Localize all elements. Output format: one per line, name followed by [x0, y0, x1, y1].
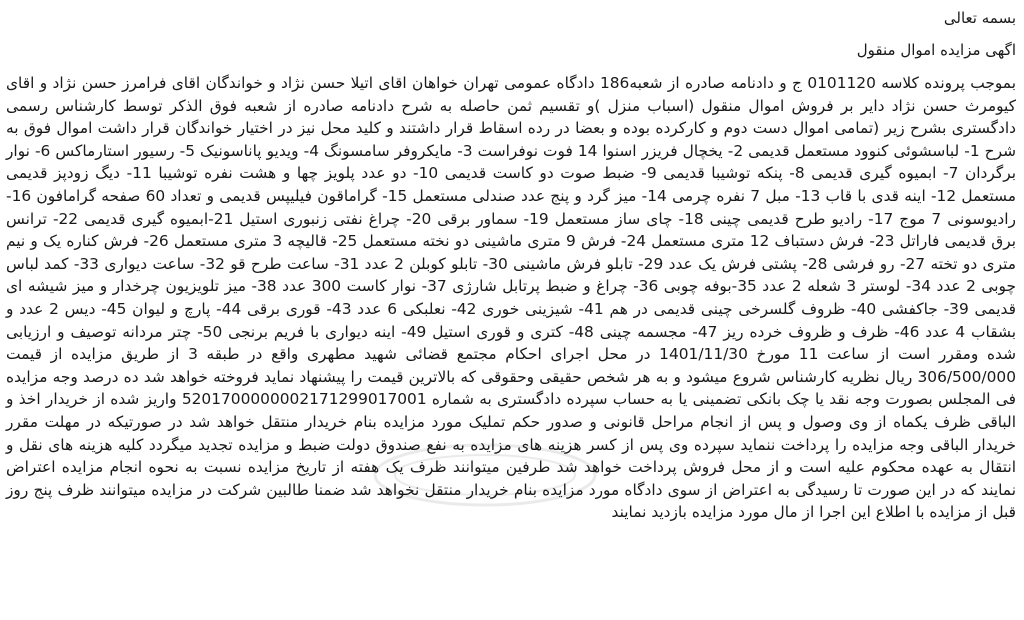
notice-title: اگهی مزایده اموال منقول [856, 41, 1016, 59]
bismillah-heading: بسمه تعالی [943, 9, 1016, 27]
notice-body: بموجب پرونده کلاسه 0101120 ج و دادنامه صادره از شعبه186 دادگاه عمومی تهران خواهان اقای اتیلا حسن نژاد و خواندگان اقای فرامرز حسن نژاد و اقای کیومرث حسن نژاد دایر بر فروش اموال منقول (اسباب منزل )و تقسیم ثمن حاصله به شرح دادنامه صادره از شعبه فوق الذکر توسط کارشناس رسمی دادگستری بشرح زیر (تمامی اموال دست دوم و کارکرده بوده و بعضا در رده اسقاط قرار داشتند و کلید محل نیز در اختیار خواندگان قرار داشت اموال فوق به شرح 1- لباسشوئی کنوود مستعمل قدیمی 2- یخچال فریزر اسنوا 14 فوت نوفراست 3- مایکروفر سامسونگ 4- ویدیو پاناسونیک 5- رسیور استارماکس 6- نوار برگردان 7- ابمیوه گیری قدیمی 8- پنکه توشیبا قدیمی 9- ضبط صوت دو کاست قدیمی 10- دو عدد پلویز چها و هشت نفره توشیبا 11- دیگ زودپز قدیمی مستعمل 12- اینه قدی با قاب 13- مبل 7 نفره چرمی 14- میز گرد و پنج عدد صندلی مستعمل 15- گراماقون فیلیپس قدیمی و تعداد 60 صفحه گرامافون 16- رادیوسونی 7 موج 17- رادیو طرح قدیمی چینی 18- چای ساز مستعمل 19- سماور برقی 20- چراغ نفتی زنبوری استیل 21-ابمیوه گیری قدیمی 22- ترانس برق قدیمی فاراتل 23- فرش دستباف 12 متری مستعمل 24- فرش 9 متری ماشینی دو نخته مستعمل 25- قالیچه 3 متری مستعمل 26- فرش کناره یک و نیم متری دو تخته 27- رو فرشی 28- پشتی فرش یک عدد 29- تابلو فرش ماشینی 30- تابلو کوبلن 2 عدد 31- ساعت طرح قو 32- ساعت دیواری 33- کمد لباس چوبی 2 عدد 34- لوستر 3 شعله 2 عدد 35-بوفه چوبی 36- چراغ و ضبط پرتابل شارژی 37- نوار کاست 300 عدد 38- میز تلویزیون چرخدار و میز شیشه ای قدیمی 39- جاکفشی 40- ظروف گلسرخی چینی قدیمی در هم 41- شیزینی خوری 42- نعلبکی 6 عدد 43- قوری برقی 44- پارچ و لیوان 45- دیس 2 عدد و بشقاب 4 عدد 46- ظرف و ظروف خرده ریز 47- مجسمه چینی 48- کتری و قوری استیل 49- اینه دیواری با فریم برنجی 50- چتر مردانه توصیف و ارزیابی شده ومقرر است از ساعت 11 مورخ 1401/11/30 در محل اجرای احکام مجتمع قضائی شهید مطهری واقع در طبقه 3 از طریق مزایده از قیمت 306/500/000 ریال نظریه کارشناس شروع میشود و به هر شخص حقیقی وحقوقی که بالاترین قیمت را پیشنهاد نماید فروخته خواهد شد ده درصد وجه مزایده فی المجلس بصورت وجه نقد یا چک بانکی تضمینی یا به حساب سپرده دادگستری به شماره 5201700000002171299017001 واریز شده از خریدار اخذ و الباقی ظرف یکماه از وی وصول و پس از انجام مراحل قانونی و صدور حکم تملیک مورد مزایده بنام خریدار منتقل خواهد شد در صورتیکه در مهلت مقرر خریدار الباقی وجه مزایده را پرداخت ننماید سپرده وی پس از کسر هزینه های مزایده به نفع صندوق دولت ضبط و مزایده تجدید میگردد کلیه هزینه های نقل و انتقال به عهده محکوم علیه است و از محل فروش پرداخت خواهد شد طرفین میتوانند ظرف یک هفته از تاریخ مزایده نسبت به نحوه انجام مزایده اعتراض نمایند که در این صورت تا رسیدگی به اعتراض از سوی دادگاه مورد مزایده بنام خریدار منتقل نخواهد شد ضمنا طالبین شرکت در مزایده میتوانند ظرف پنج روز قبل از مزایده با اطلاع این اجرا از مال مورد مزایده بازدید نمایند [6, 74, 1017, 522]
